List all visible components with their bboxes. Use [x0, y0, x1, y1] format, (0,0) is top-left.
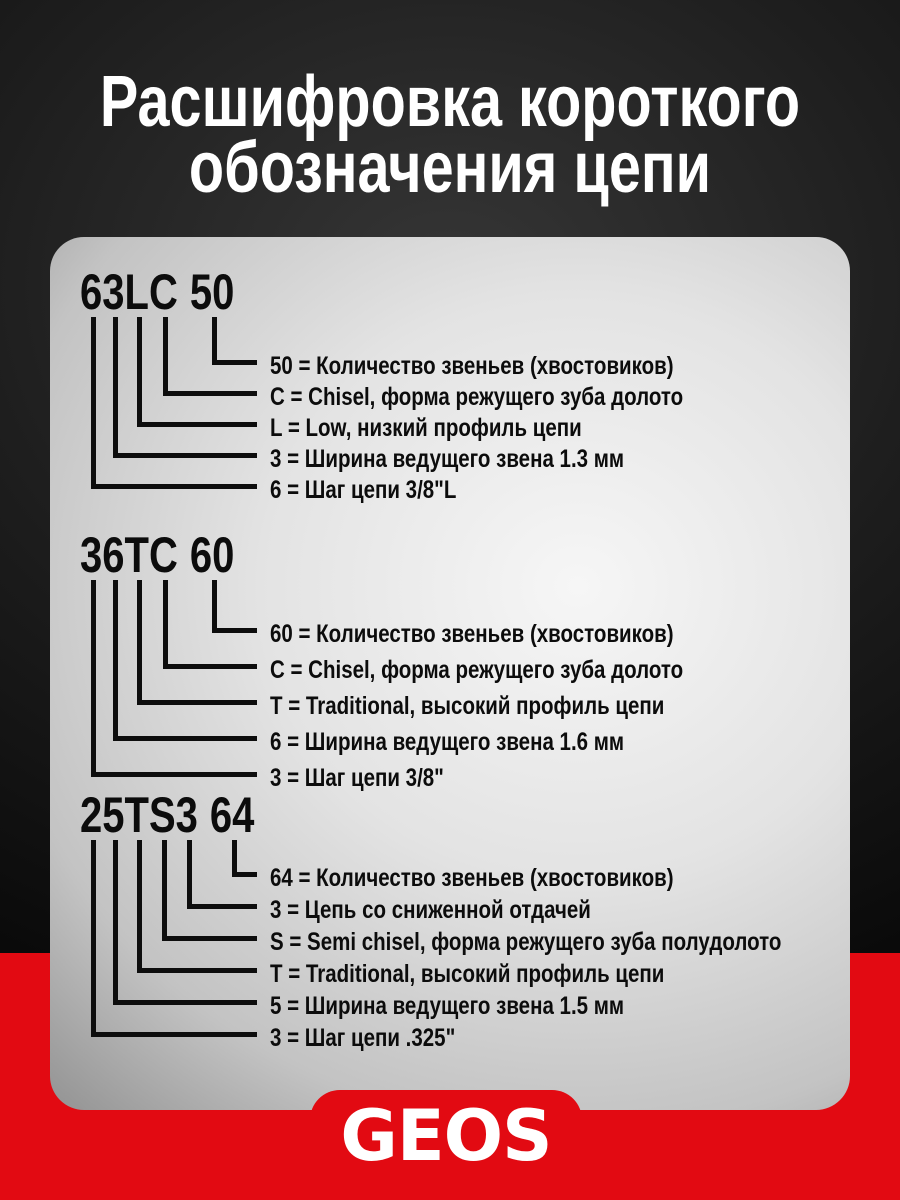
- code-token: T: [124, 787, 149, 843]
- code-token: 3: [80, 527, 103, 583]
- code-block-25ts364: [80, 787, 850, 1054]
- explanation-text: 6 = Ширина ведущего звена 1.6 мм: [270, 727, 625, 756]
- explanation-text: L = Low, низкий профиль цепи: [270, 414, 582, 442]
- connector-line: [91, 580, 257, 777]
- geos-logo-badge: [310, 1090, 582, 1200]
- code-token: 3: [102, 264, 125, 320]
- explanation-text: C = Chisel, форма режущего зуба долото: [270, 655, 684, 684]
- code-token: 6: [102, 527, 125, 583]
- geos-logo-text: GEOS: [340, 1095, 552, 1177]
- code-token: T: [124, 527, 149, 583]
- explanation-text: 3 = Цепь со сниженной отдачей: [270, 895, 591, 924]
- explanation-text: T = Traditional, высокий профиль цепи: [270, 959, 665, 988]
- code-heading: [80, 527, 235, 583]
- code-block-36tc60: [80, 527, 850, 796]
- page-title-line-2: обозначения цепи: [188, 128, 712, 208]
- decoding-panel: [50, 237, 850, 1110]
- code-token: 3: [175, 787, 198, 843]
- code-token: S: [148, 787, 176, 843]
- explanation-text: 5 = Ширина ведущего звена 1.5 мм: [270, 991, 625, 1020]
- explanation-text: T = Traditional, высокий профиль цепи: [270, 691, 665, 720]
- code-token: 6: [80, 264, 103, 320]
- code-block-63lc50: [80, 264, 850, 506]
- explanation-text: 50 = Количество звеньев (хвостовиков): [270, 352, 674, 380]
- code-token: C: [148, 527, 178, 583]
- explanation-text: C = Chisel, форма режущего зуба долото: [270, 383, 684, 411]
- explanation-text: 6 = Шаг цепи 3/8"L: [270, 476, 457, 504]
- code-heading: [80, 264, 235, 320]
- code-token: 50: [189, 264, 235, 320]
- code-heading: [80, 787, 255, 843]
- code-token: 60: [189, 527, 235, 583]
- page-title-line-1: Расшифровка короткого: [99, 62, 801, 142]
- explanation-text: 60 = Количество звеньев (хвостовиков): [270, 619, 674, 648]
- code-token: L: [124, 264, 149, 320]
- code-token: 5: [102, 787, 125, 843]
- connector-line: [91, 317, 257, 489]
- page-title: [90, 62, 810, 208]
- code-token: 2: [80, 787, 103, 843]
- explanation-text: 3 = Ширина ведущего звена 1.3 мм: [270, 445, 625, 473]
- explanation-text: 3 = Шаг цепи 3/8": [270, 763, 444, 792]
- explanation-text: 3 = Шаг цепи .325": [270, 1023, 456, 1052]
- code-token: C: [148, 264, 178, 320]
- connector-line: [91, 840, 257, 1037]
- explanation-text: S = Semi chisel, форма режущего зуба полудолото: [270, 927, 782, 956]
- code-token: 64: [209, 787, 255, 843]
- explanation-text: 64 = Количество звеньев (хвостовиков): [270, 863, 674, 892]
